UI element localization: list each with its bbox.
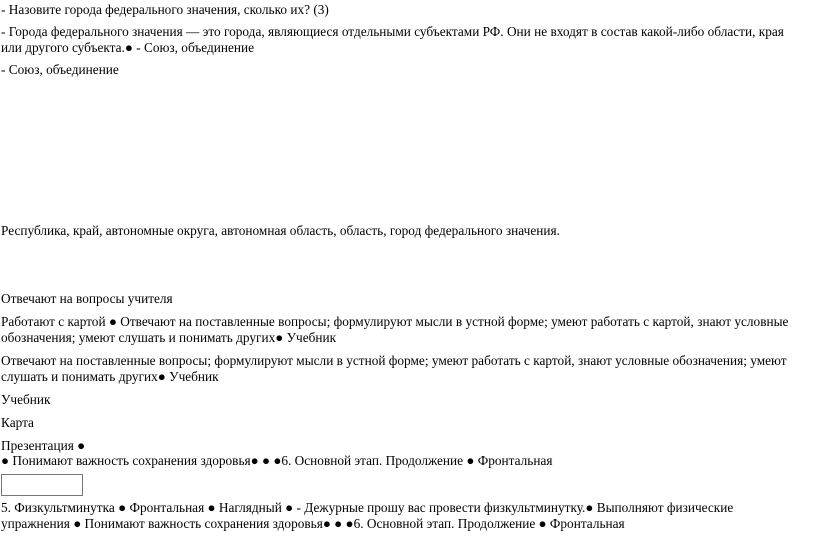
empty-text-field[interactable] [1, 474, 83, 496]
map-label: Карта [1, 415, 34, 430]
question-federal-cities: - Назовите города федерального значения, сколько их? (3) [1, 2, 329, 17]
answer-questions-text: Отвечают на поставленные вопросы; формулируют мысли в устной форме; умеют работать с картой, знают условные обозначения; умеют слушать и понимать других● Учебник [1, 353, 787, 384]
physical-exercise-text: 5. Физкультминутка ● Фронтальная ● Наглядный ● - Дежурные прошу вас провести физкультминутку.● Выполняют физические упражнения ● Понимают важность сохранения здоровья● ● ●6. Основной этап. Продолжение ● Фронтальная [1, 500, 734, 531]
answer-federal-cities: - Города федерального значения — это города, являющиеся отдельными субъектами РФ. Они не входят в состав какой-либо области, края или другого субъекта.● - Союз, объединение [1, 24, 784, 55]
union-definition: - Союз, объединение [1, 62, 119, 77]
health-awareness-text: ● Понимают важность сохранения здоровья● ● ●6. Основной этап. Продолжение ● Фронтальная [1, 453, 553, 468]
textbook-label: Учебник [1, 392, 51, 407]
work-with-map-text: Работают с картой ● Отвечают на поставленные вопросы; формулируют мысли в устной форме; умеют работать с картой, знают условные обозначения; умеют слушать и понимать других● Учебник [1, 314, 789, 345]
answer-teacher-questions: Отвечают на вопросы учителя [1, 291, 173, 306]
subject-types-list: Республика, край, автономные округа, автономная область, область, город федерального значения. [1, 223, 560, 238]
presentation-label: Презентация ● [1, 438, 86, 453]
